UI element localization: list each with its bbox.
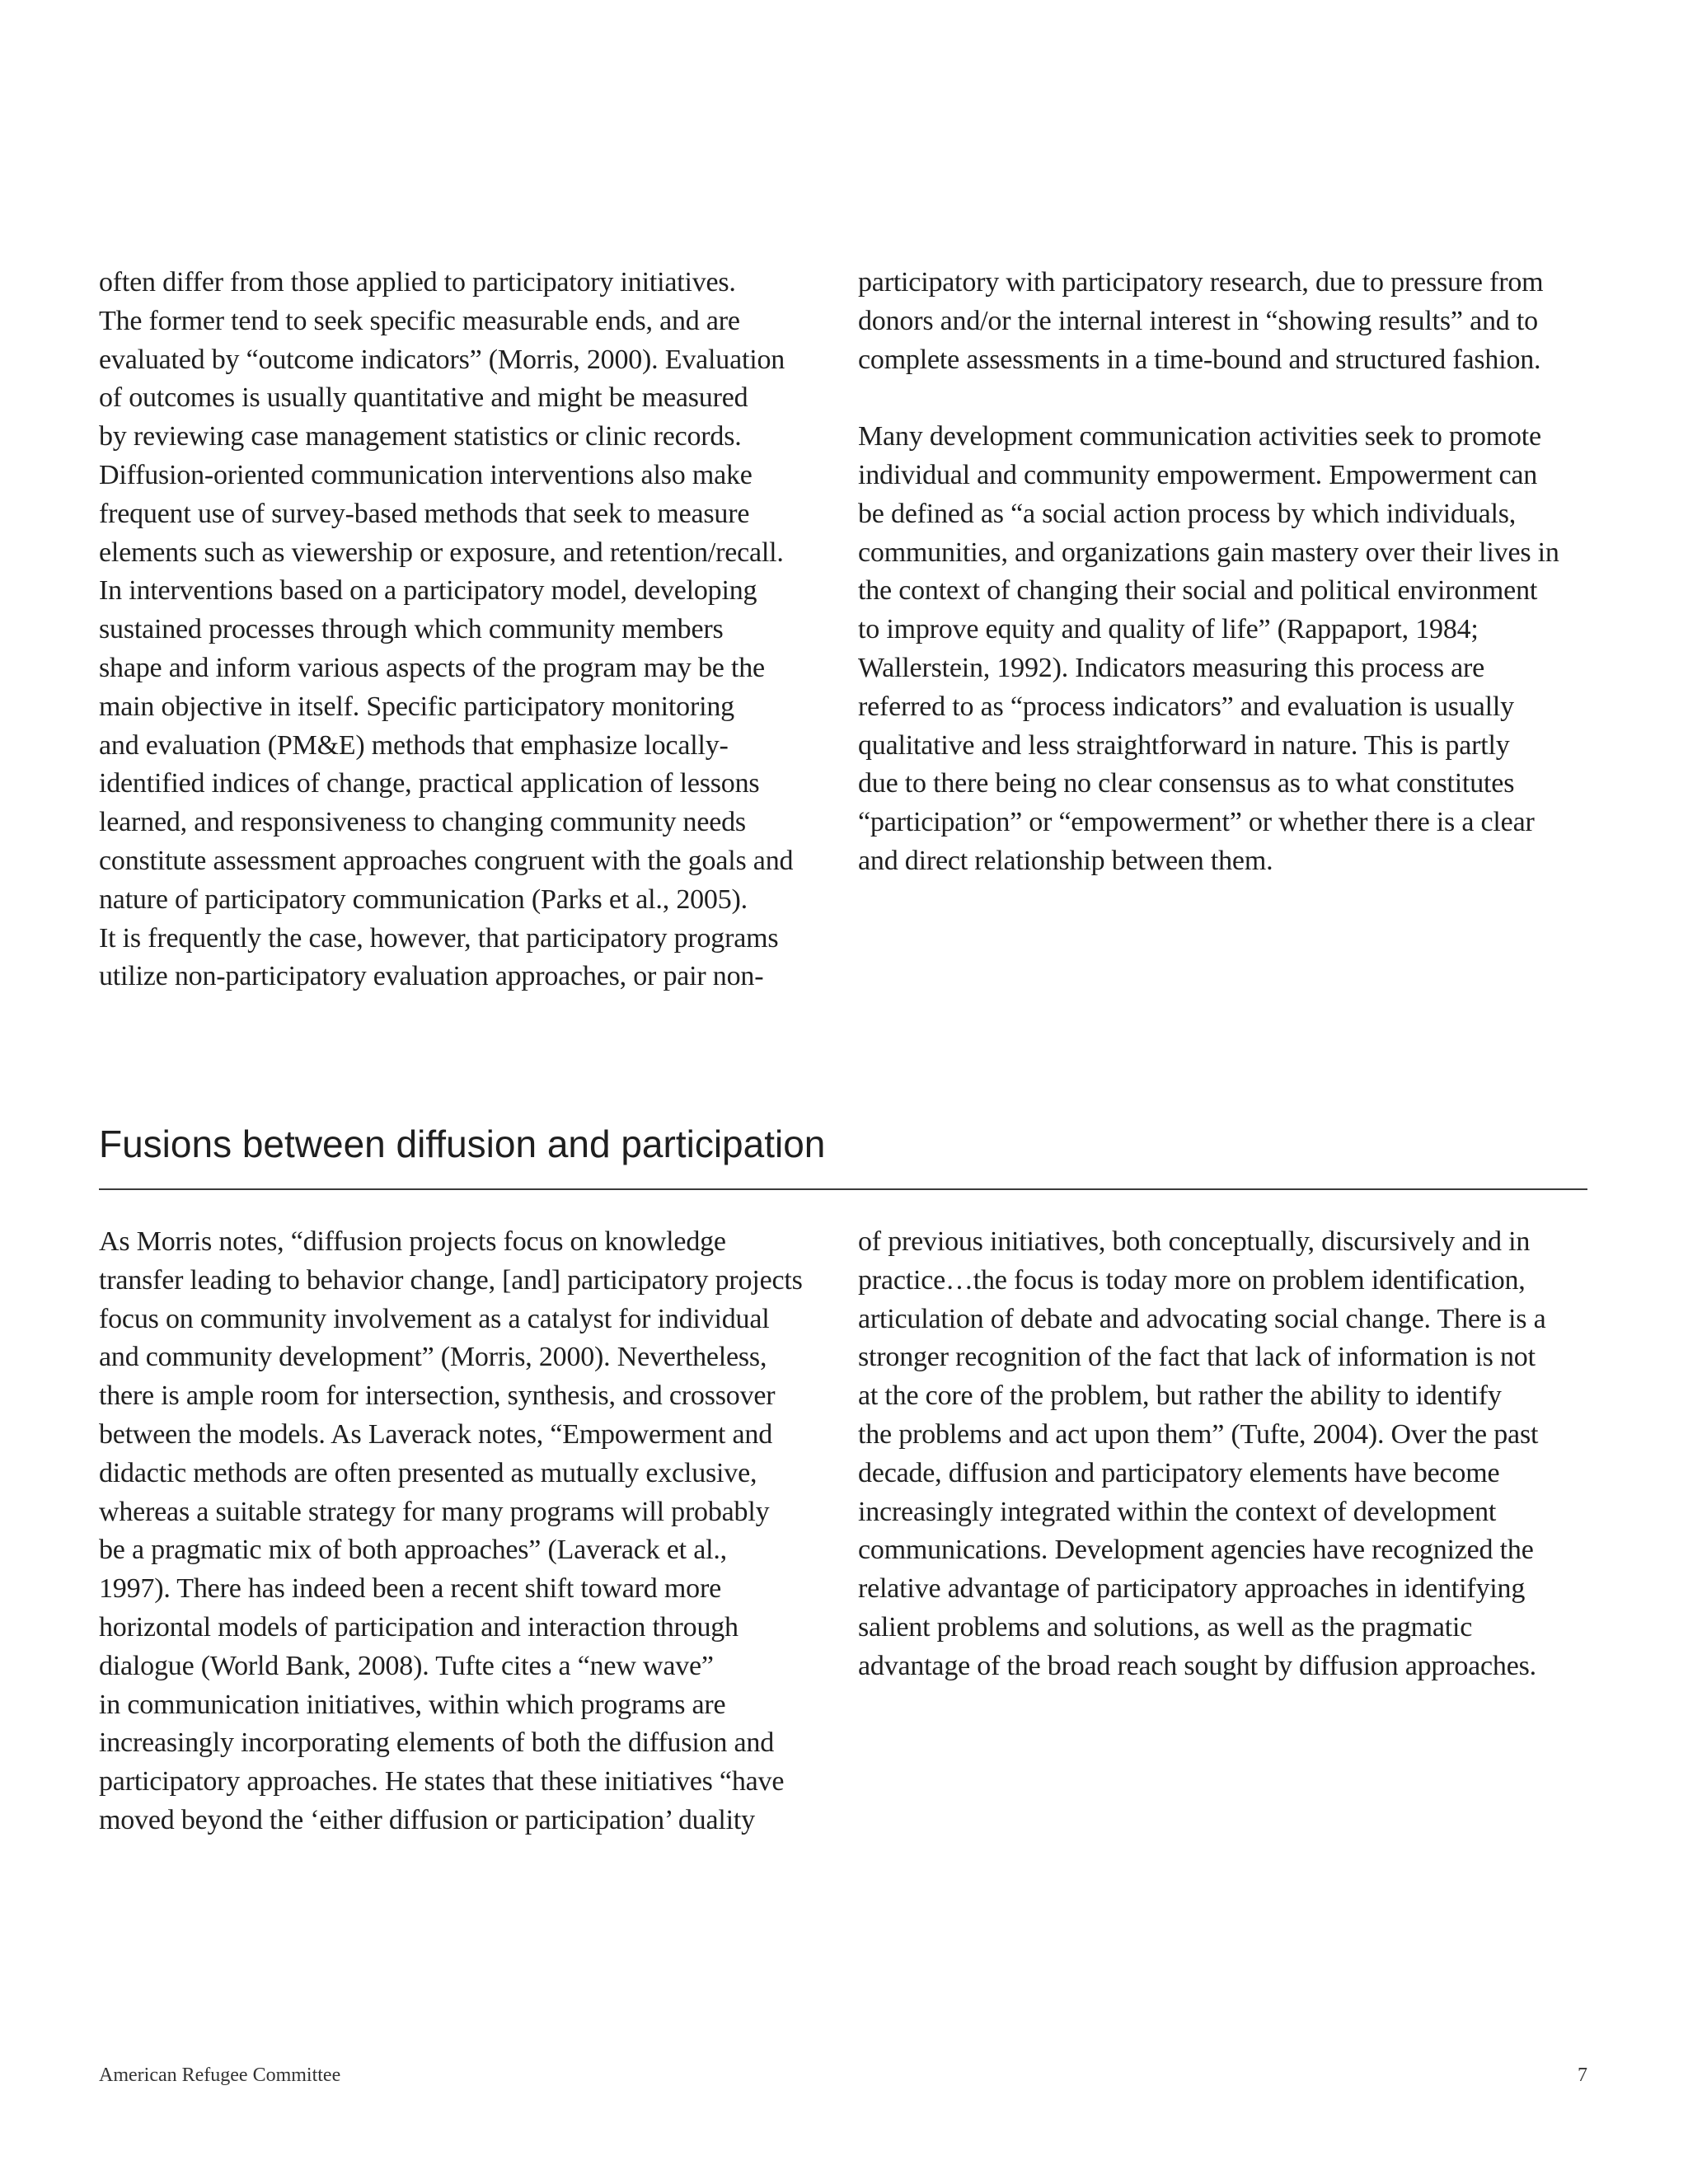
section-right-column [858,1223,1546,1686]
text-line: stronger recognition of the fact that lack of information is not [858,1342,1536,1373]
text-line: of previous initiatives, both conceptually, discursively and in [858,1226,1531,1257]
text-line: communications. Development agencies have recognized the [858,1535,1534,1566]
text-line: the context of changing their social and political environment [858,575,1538,607]
text-line: there is ample room for intersection, synthesis, and crossover [99,1380,776,1412]
text-line: Wallerstein, 1992). Indicators measuring this process are [858,652,1485,683]
text-line: learned, and responsiveness to changing community needs [99,807,746,838]
text-line: and evaluation (PM&E) methods that emphasize locally- [99,729,729,761]
text-line: qualitative and less straightforward in nature. This is partly [858,729,1510,761]
text-line: due to there being no clear consensus as to what constitutes [858,768,1515,799]
text-line: Diffusion-oriented communication interventions also make [99,459,753,490]
text-line: complete assessments in a time-bound and structured fashion. [858,344,1541,375]
text-line: identified indices of change, practical application of lessons [99,768,760,799]
text-line: the problems and act upon them” (Tufte, 2004). Over the past [858,1418,1539,1450]
text-line: It is frequently the case, however, that participatory programs [99,922,779,954]
text-line: elements such as viewership or exposure, and retention/recall. [99,537,784,568]
text-line: of outcomes is usually quantitative and might be measured [99,382,748,414]
text-line: advantage of the broad reach sought by diffusion approaches. [858,1650,1536,1681]
text-line: often differ from those applied to participatory initiatives. [99,267,736,298]
text-line: didactic methods are often presented as mutually exclusive, [99,1457,757,1488]
text-line: decade, diffusion and participatory elements have become [858,1457,1500,1488]
top-right-column [858,264,1559,881]
text-line: donors and/or the internal interest in “showing results” and to [858,305,1538,336]
text-line: articulation of debate and advocating social change. There is a [858,1303,1546,1334]
text-line: and community development” (Morris, 2000). Nevertheless, [99,1342,767,1373]
text-line: “participation” or “empowerment” or whether there is a clear [858,807,1535,838]
text-line: As Morris notes, “diffusion projects focus on knowledge [99,1226,726,1257]
section-left-column [99,1223,803,1840]
text-line: by reviewing case management statistics or clinic records. [99,421,742,452]
text-line: practice…the focus is today more on problem identification, [858,1264,1526,1296]
page-number: 7 [1578,2064,1587,2086]
text-line: and direct relationship between them. [858,845,1273,876]
text-line: Many development communication activities seek to promote [858,421,1541,452]
text-line: increasingly incorporating elements of both the diffusion and [99,1727,775,1759]
text-line: utilize non-participatory evaluation approaches, or pair non- [99,961,764,992]
text-line: participatory with participatory research, due to pressure from [858,267,1544,298]
text-line: horizontal models of participation and interaction through [99,1611,738,1643]
text-line: evaluated by “outcome indicators” (Morris, 2000). Evaluation [99,344,785,375]
text-line: dialogue (World Bank, 2008). Tufte cites a “new wave” [99,1650,714,1681]
text-line: focus on community involvement as a catalyst for individual [99,1303,770,1334]
footer-organization: American Refugee Committee [99,2064,341,2086]
text-line: relative advantage of participatory approaches in identifying [858,1573,1526,1605]
text-line: frequent use of survey-based methods that seek to measure [99,498,750,529]
text-line: main objective in itself. Specific participatory monitoring [99,691,734,722]
text-line: communities, and organizations gain mastery over their lives in [858,537,1559,568]
text-line: 1997). There has indeed been a recent shift toward more [99,1573,721,1605]
text-line: individual and community empowerment. Empowerment can [858,459,1538,490]
text-line: to improve equity and quality of life” (Rappaport, 1984; [858,614,1479,645]
text-line: be a pragmatic mix of both approaches” (Laverack et al., [99,1535,727,1566]
text-line: between the models. As Laverack notes, “Empowerment and [99,1418,773,1450]
text-line: increasingly integrated within the context of development [858,1496,1497,1527]
text-line: In interventions based on a participatory model, developing [99,575,757,607]
text-line: nature of participatory communication (Parks et al., 2005). [99,883,748,915]
text-line: be defined as “a social action process by which individuals, [858,498,1517,529]
text-line: referred to as “process indicators” and evaluation is usually [858,691,1514,722]
text-line: in communication initiatives, within which programs are [99,1689,726,1720]
text-line: at the core of the problem, but rather the ability to identify [858,1380,1502,1412]
text-line: sustained processes through which community members [99,614,724,645]
paragraph-spacer [858,379,1559,418]
text-line: salient problems and solutions, as well as the pragmatic [858,1611,1473,1643]
text-line: transfer leading to behavior change, [and] participatory projects [99,1264,803,1296]
text-line: participatory approaches. He states that these initiatives “have [99,1766,785,1797]
section-divider [99,1188,1587,1190]
text-line: whereas a suitable strategy for many programs will probably [99,1496,770,1527]
section-heading: Fusions between diffusion and participation [99,1122,826,1165]
text-line: The former tend to seek specific measurable ends, and are [99,305,740,336]
text-line: constitute assessment approaches congruent with the goals and [99,845,794,876]
text-line: moved beyond the ‘either diffusion or participation’ duality [99,1804,755,1835]
text-line: shape and inform various aspects of the program may be the [99,652,765,683]
top-left-column [99,264,793,996]
